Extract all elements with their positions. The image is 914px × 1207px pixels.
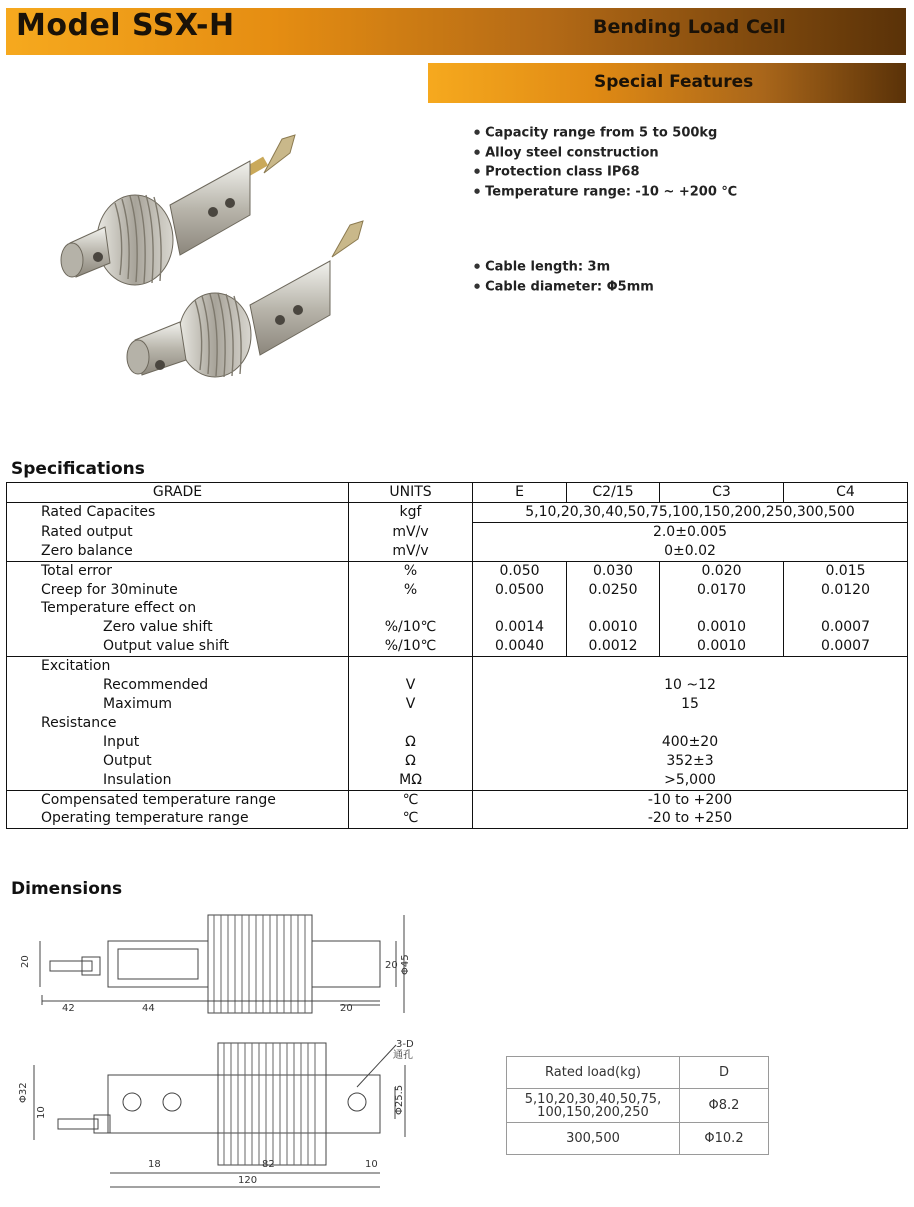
dim-label: 10 bbox=[365, 1159, 378, 1170]
table-row bbox=[7, 771, 908, 790]
row-value: 5,10,20,30,40,50,75,100,150,200,250,300,500 bbox=[473, 502, 908, 522]
row-label: Recommended bbox=[7, 676, 349, 695]
table-row bbox=[7, 502, 908, 522]
row-label: Rated Capacites bbox=[7, 502, 349, 522]
row-unit: V bbox=[349, 695, 473, 714]
row-unit: % bbox=[349, 561, 473, 580]
row-label: Output bbox=[7, 752, 349, 771]
row-label: Creep for 30minute bbox=[7, 581, 349, 600]
row-unit: mV/v bbox=[349, 522, 473, 541]
specifications-title: Specifications bbox=[11, 459, 145, 479]
row-label: Compensated temperature range bbox=[7, 790, 349, 809]
row-value: 400±20 bbox=[473, 733, 908, 752]
row-value: 0.0014 bbox=[473, 618, 567, 637]
row-value: 0.0500 bbox=[473, 581, 567, 600]
feature-item: ● Temperature range: -10 ~ +200 ℃ bbox=[474, 182, 737, 202]
dim-label: 通孔 bbox=[393, 1050, 413, 1061]
load-cell: 300,500 bbox=[507, 1123, 680, 1155]
table-row bbox=[7, 637, 908, 656]
row-label: Rated output bbox=[7, 522, 349, 541]
row-unit: Ω bbox=[349, 752, 473, 771]
row-value: 0.0012 bbox=[567, 637, 660, 656]
row-unit: kgf bbox=[349, 502, 473, 522]
table-row bbox=[7, 657, 908, 676]
feature-list-main bbox=[474, 123, 737, 201]
table-row bbox=[7, 618, 908, 637]
row-unit: ℃ bbox=[349, 809, 473, 828]
row-unit: MΩ bbox=[349, 771, 473, 790]
dimension-drawing bbox=[10, 905, 420, 1195]
row-label: Output value shift bbox=[7, 637, 349, 656]
row-value: -20 to +250 bbox=[473, 809, 908, 828]
row-value: 0.0007 bbox=[784, 637, 908, 656]
table-row bbox=[7, 733, 908, 752]
row-unit: %/10℃ bbox=[349, 637, 473, 656]
dim-label: 20 bbox=[20, 955, 31, 968]
table-row bbox=[7, 522, 908, 541]
table-row bbox=[7, 599, 908, 618]
row-value: 15 bbox=[473, 695, 908, 714]
row-value: 0.015 bbox=[784, 561, 908, 580]
header-rated-load: Rated load(kg) bbox=[507, 1057, 680, 1089]
dim-label: 3-D bbox=[396, 1039, 414, 1050]
row-value: 2.0±0.005 bbox=[473, 522, 908, 541]
row-unit: % bbox=[349, 581, 473, 600]
feature-list-cable bbox=[474, 257, 654, 296]
d-cell: Φ8.2 bbox=[680, 1089, 769, 1123]
dim-label: Φ32 bbox=[18, 1082, 29, 1103]
dim-label: 18 bbox=[148, 1159, 161, 1170]
row-value: >5,000 bbox=[473, 771, 908, 790]
table-row bbox=[7, 790, 908, 809]
rated-load-table bbox=[506, 1056, 769, 1155]
dim-label: 44 bbox=[142, 1003, 155, 1014]
dim-label: 10 bbox=[36, 1106, 47, 1119]
row-unit: mV/v bbox=[349, 542, 473, 561]
table-row bbox=[7, 581, 908, 600]
table-row bbox=[7, 695, 908, 714]
header-units: UNITS bbox=[349, 483, 473, 503]
feature-item: ● Cable length: 3m bbox=[474, 257, 654, 277]
row-value: 352±3 bbox=[473, 752, 908, 771]
row-value: 0.0010 bbox=[567, 618, 660, 637]
header-c3: C3 bbox=[660, 483, 784, 503]
row-value: 0.0010 bbox=[660, 618, 784, 637]
dim-label: 82 bbox=[262, 1159, 275, 1170]
d-cell: Φ10.2 bbox=[680, 1123, 769, 1155]
feature-item: ● Capacity range from 5 to 500kg bbox=[474, 123, 737, 143]
row-label: Operating temperature range bbox=[7, 809, 349, 828]
row-value: 0.020 bbox=[660, 561, 784, 580]
row-label: Resistance bbox=[7, 714, 349, 733]
row-value: 0.050 bbox=[473, 561, 567, 580]
feature-item: ● Alloy steel construction bbox=[474, 143, 737, 163]
table-row bbox=[507, 1089, 769, 1123]
row-unit: ℃ bbox=[349, 790, 473, 809]
table-row bbox=[507, 1123, 769, 1155]
dim-label: 20 bbox=[385, 960, 398, 971]
row-label: Total error bbox=[7, 561, 349, 580]
table-row bbox=[7, 752, 908, 771]
row-label: Excitation bbox=[7, 657, 349, 676]
row-unit: V bbox=[349, 676, 473, 695]
specifications-table bbox=[6, 482, 908, 829]
table-row bbox=[7, 542, 908, 561]
header-grade: GRADE bbox=[7, 483, 349, 503]
row-value: -10 to +200 bbox=[473, 790, 908, 809]
row-unit: Ω bbox=[349, 733, 473, 752]
table-header-row bbox=[7, 483, 908, 503]
header-e: E bbox=[473, 483, 567, 503]
row-label: Zero value shift bbox=[7, 618, 349, 637]
side-view-drawing bbox=[34, 1043, 405, 1187]
row-label: Insulation bbox=[7, 771, 349, 790]
row-value: 0.0010 bbox=[660, 637, 784, 656]
dimensions-title: Dimensions bbox=[11, 879, 123, 899]
row-value: 10 ~12 bbox=[473, 676, 908, 695]
product-subtitle: Bending Load Cell bbox=[593, 16, 786, 38]
row-value: 0.0170 bbox=[660, 581, 784, 600]
dim-label: Φ25.5 bbox=[394, 1084, 405, 1115]
header-c2: C2/15 bbox=[567, 483, 660, 503]
dim-label: 20 bbox=[340, 1003, 353, 1014]
table-row bbox=[7, 714, 908, 733]
header-d: D bbox=[680, 1057, 769, 1089]
row-label: Input bbox=[7, 733, 349, 752]
dim-label: 42 bbox=[62, 1003, 75, 1014]
table-header-row bbox=[507, 1057, 769, 1089]
table-row bbox=[7, 809, 908, 828]
row-value: 0.030 bbox=[567, 561, 660, 580]
row-value: 0.0007 bbox=[784, 618, 908, 637]
features-title: Special Features bbox=[594, 72, 754, 92]
dim-label: Φ45 bbox=[400, 954, 411, 975]
feature-item: ● Cable diameter: Φ5mm bbox=[474, 277, 654, 297]
table-row bbox=[7, 561, 908, 580]
feature-item: ● Protection class IP68 bbox=[474, 162, 737, 182]
model-title: Model SSX-H bbox=[16, 8, 235, 43]
row-label: Zero balance bbox=[7, 542, 349, 561]
top-view-drawing bbox=[40, 915, 404, 1013]
product-photo bbox=[50, 125, 380, 415]
row-value: 0.0250 bbox=[567, 581, 660, 600]
row-label: Maximum bbox=[7, 695, 349, 714]
row-unit: %/10℃ bbox=[349, 618, 473, 637]
dim-label: 120 bbox=[238, 1175, 258, 1186]
row-value: 0±0.02 bbox=[473, 542, 908, 561]
row-value: 0.0120 bbox=[784, 581, 908, 600]
table-row bbox=[7, 676, 908, 695]
load-cell: 5,10,20,30,40,50,75, 100,150,200,250 bbox=[507, 1089, 680, 1123]
header-c4: C4 bbox=[784, 483, 908, 503]
row-value: 0.0040 bbox=[473, 637, 567, 656]
row-label: Temperature effect on bbox=[7, 599, 349, 618]
